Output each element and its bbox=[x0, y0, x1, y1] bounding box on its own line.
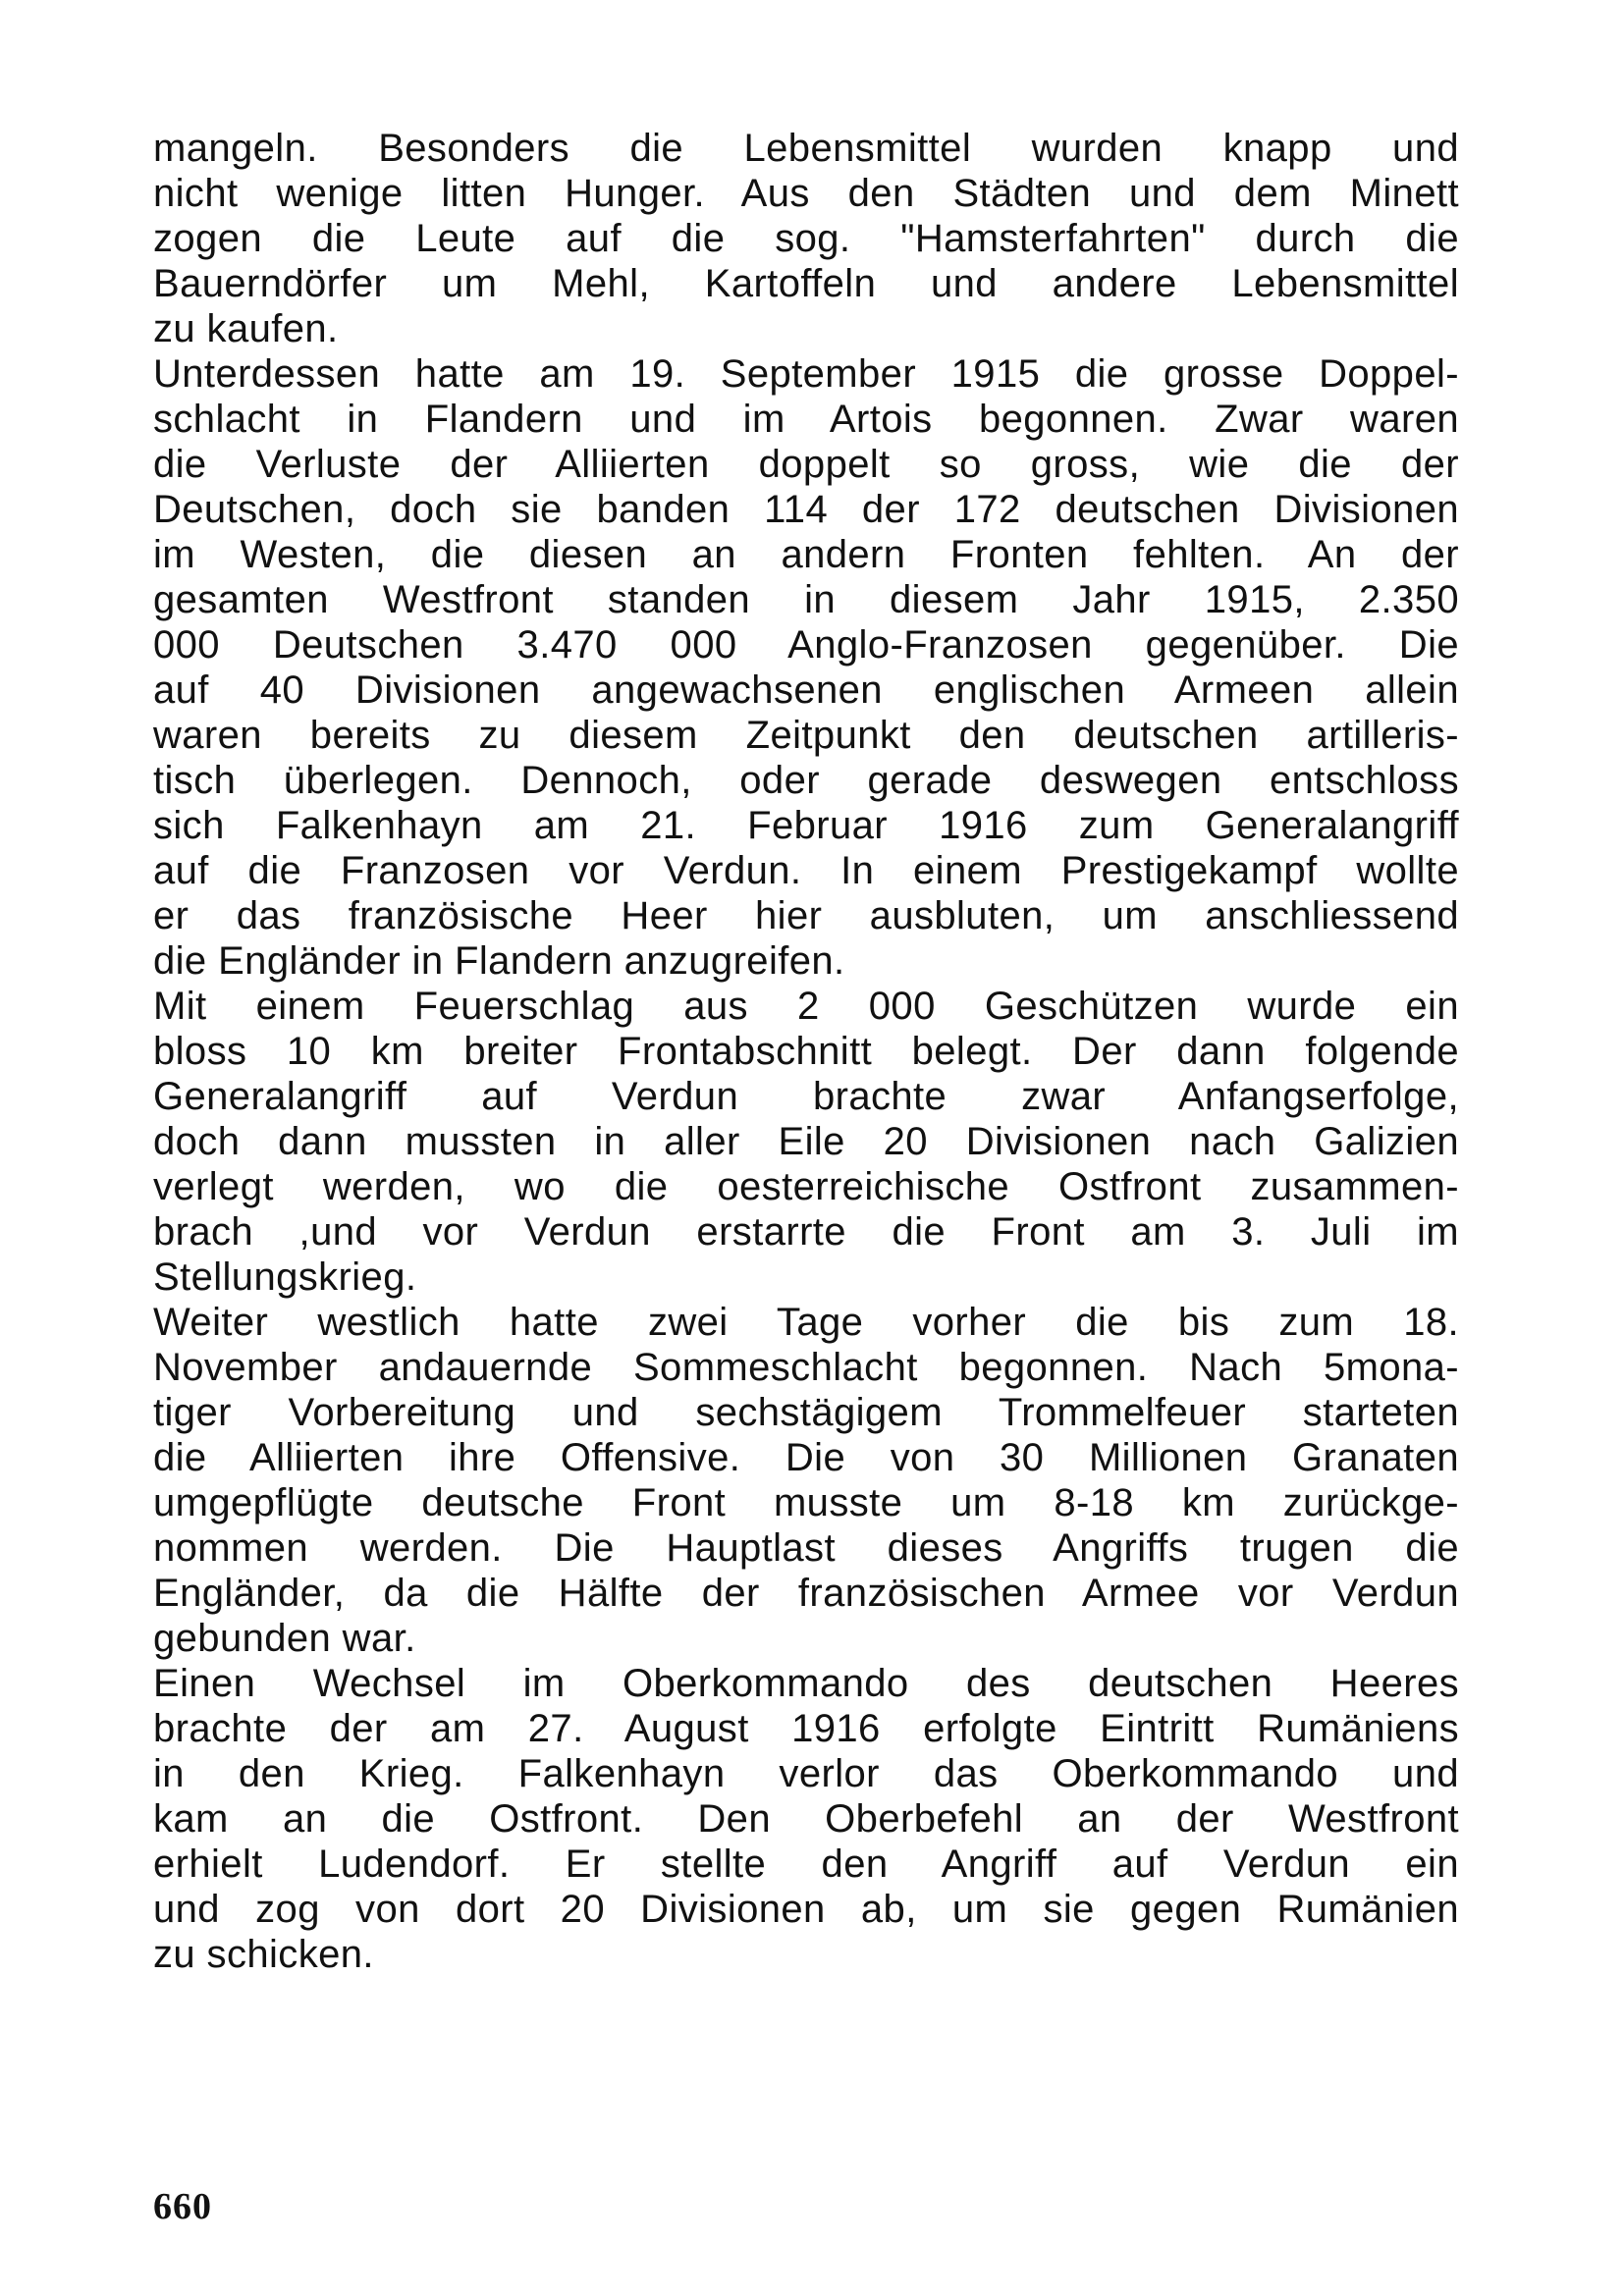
text-line: Einen Wechsel im Oberkommando des deutschen Heeres bbox=[153, 1662, 1459, 1705]
page-number: 660 bbox=[153, 2186, 212, 2227]
text-line: Generalangriff auf Verdun brachte zwar Anfangserfolge, bbox=[153, 1075, 1459, 1118]
text-line: bloss 10 km breiter Frontabschnitt belegt. Der dann folgende bbox=[153, 1030, 1459, 1073]
text-line: Unterdessen hatte am 19. September 1915 die grosse Doppel- bbox=[153, 352, 1459, 396]
text-line: verlegt werden, wo die oesterreichische Ostfront zusammen- bbox=[153, 1165, 1459, 1208]
text-line: doch dann mussten in aller Eile 20 Divisionen nach Galizien bbox=[153, 1120, 1459, 1163]
text-line: und zog von dort 20 Divisionen ab, um sie gegen Rumänien bbox=[153, 1888, 1459, 1931]
text-line: kam an die Ostfront. Den Oberbefehl an der Westfront bbox=[153, 1797, 1459, 1841]
text-line: gebunden war. bbox=[153, 1617, 416, 1660]
text-line: gesamten Westfront standen in diesem Jahr 1915, 2.350 bbox=[153, 578, 1459, 621]
text-line: sich Falkenhayn am 21. Februar 1916 zum Generalangriff bbox=[153, 804, 1459, 847]
text-line: zu schicken. bbox=[153, 1933, 374, 1976]
text-line: Deutschen, doch sie banden 114 der 172 deutschen Divisionen bbox=[153, 488, 1459, 531]
text-line: tisch überlegen. Dennoch, oder gerade deswegen entschloss bbox=[153, 759, 1459, 802]
text-line: in den Krieg. Falkenhayn verlor das Oberkommando und bbox=[153, 1752, 1459, 1795]
text-line: Bauerndörfer um Mehl, Kartoffeln und andere Lebensmittel bbox=[153, 262, 1459, 305]
text-line: auf die Franzosen vor Verdun. In einem Prestigekampf wollte bbox=[153, 849, 1459, 892]
text-line: tiger Vorbereitung und sechstägigem Trommelfeuer starteten bbox=[153, 1391, 1459, 1434]
text-line: die Alliierten ihre Offensive. Die von 30 Millionen Granaten bbox=[153, 1436, 1459, 1479]
text-line: umgepflügte deutsche Front musste um 8-18 km zurückge- bbox=[153, 1481, 1459, 1524]
text-line: brachte der am 27. August 1916 erfolgte Eintritt Rumäniens bbox=[153, 1707, 1459, 1750]
text-line: waren bereits zu diesem Zeitpunkt den deutschen artilleris- bbox=[153, 714, 1459, 757]
text-line: Engländer, da die Hälfte der französischen Armee vor Verdun bbox=[153, 1572, 1459, 1615]
text-line: die Engländer in Flandern anzugreifen. bbox=[153, 939, 845, 983]
text-line: brach ,und vor Verdun erstarrte die Front am 3. Juli im bbox=[153, 1210, 1459, 1254]
text-line: November andauernde Sommeschlacht begonnen. Nach 5mona- bbox=[153, 1346, 1459, 1389]
text-line: im Westen, die diesen an andern Fronten fehlten. An der bbox=[153, 533, 1459, 576]
text-line: er das französische Heer hier ausbluten, um anschliessend bbox=[153, 894, 1459, 937]
text-line: mangeln. Besonders die Lebensmittel wurden knapp und bbox=[153, 127, 1459, 170]
text-line: Stellungskrieg. bbox=[153, 1255, 417, 1299]
text-line: 000 Deutschen 3.470 000 Anglo-Franzosen gegenüber. Die bbox=[153, 623, 1459, 667]
text-line: Mit einem Feuerschlag aus 2 000 Geschützen wurde ein bbox=[153, 985, 1459, 1028]
text-line: erhielt Ludendorf. Er stellte den Angriff auf Verdun ein bbox=[153, 1842, 1459, 1886]
text-line: die Verluste der Alliierten doppelt so gross, wie die der bbox=[153, 443, 1459, 486]
body-text bbox=[153, 126, 1459, 1977]
text-line: schlacht in Flandern und im Artois begonnen. Zwar waren bbox=[153, 398, 1459, 441]
text-line: nommen werden. Die Hauptlast dieses Angriffs trugen die bbox=[153, 1526, 1459, 1570]
text-line: Weiter westlich hatte zwei Tage vorher die bis zum 18. bbox=[153, 1301, 1459, 1344]
text-line: zogen die Leute auf die sog. "Hamsterfahrten" durch die bbox=[153, 217, 1459, 260]
text-line: zu kaufen. bbox=[153, 307, 339, 350]
text-line: auf 40 Divisionen angewachsenen englischen Armeen allein bbox=[153, 668, 1459, 712]
text-line: nicht wenige litten Hunger. Aus den Städten und dem Minett bbox=[153, 172, 1459, 215]
